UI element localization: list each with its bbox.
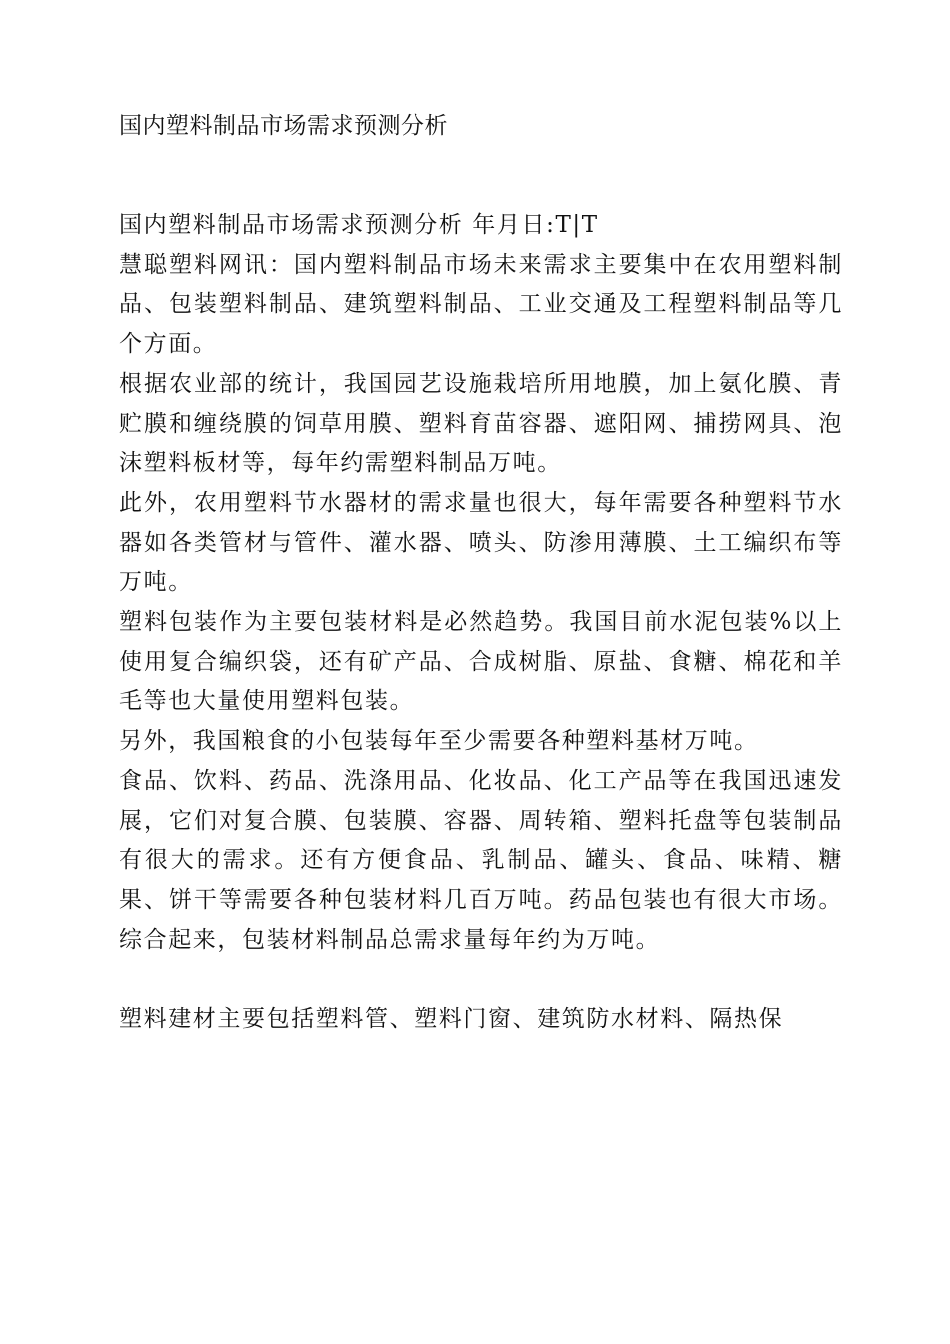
paragraph: 根据农业部的统计，我国园艺设施栽培所用地膜，加上氨化膜、青贮膜和缠绕膜的饲草用膜、塑料育苗容器、遮阳网、捕捞网具、泡沫塑料板材等，每年约需塑料制品万吨。 — [119, 370, 843, 477]
paragraph: 此外，农用塑料节水器材的需求量也很大，每年需要各种塑料节水器如各类管材与管件、灌水器、喷头、防渗用薄膜、土工编织布等万吨。 — [119, 489, 843, 596]
document-title: 国内塑料制品市场需求预测分析 — [119, 113, 448, 139]
document-body — [119, 206, 843, 1040]
paragraph: 食品、饮料、药品、洗涤用品、化妆品、化工产品等在我国迅速发展，它们对复合膜、包装膜、容器、周转箱、塑料托盘等包装制品有很大的需求。还有方便食品、乳制品、罐头、食品、味精、糖果、饼干等需要各种包装材料几百万吨。药品包装也有很大市场。综合起来，包装材料制品总需求量每年约为万吨。 — [119, 767, 843, 953]
paragraph: 慧聪塑料网讯：国内塑料制品市场未来需求主要集中在农用塑料制品、包装塑料制品、建筑塑料制品、工业交通及工程塑料制品等几个方面。 — [119, 251, 843, 358]
paragraph: 塑料包装作为主要包装材料是必然趋势。我国目前水泥包装%以上使用复合编织袋，还有矿产品、合成树脂、原盐、食糖、棉花和羊毛等也大量使用塑料包装。 — [119, 609, 843, 715]
heading-line: 国内塑料制品市场需求预测分析 年月日:T|T — [119, 212, 599, 238]
paragraph: 塑料建材主要包括塑料管、塑料门窗、建筑防水材料、隔热保 — [119, 1006, 784, 1033]
paragraph: 另外，我国粮食的小包装每年至少需要各种塑料基材万吨。 — [119, 728, 759, 755]
